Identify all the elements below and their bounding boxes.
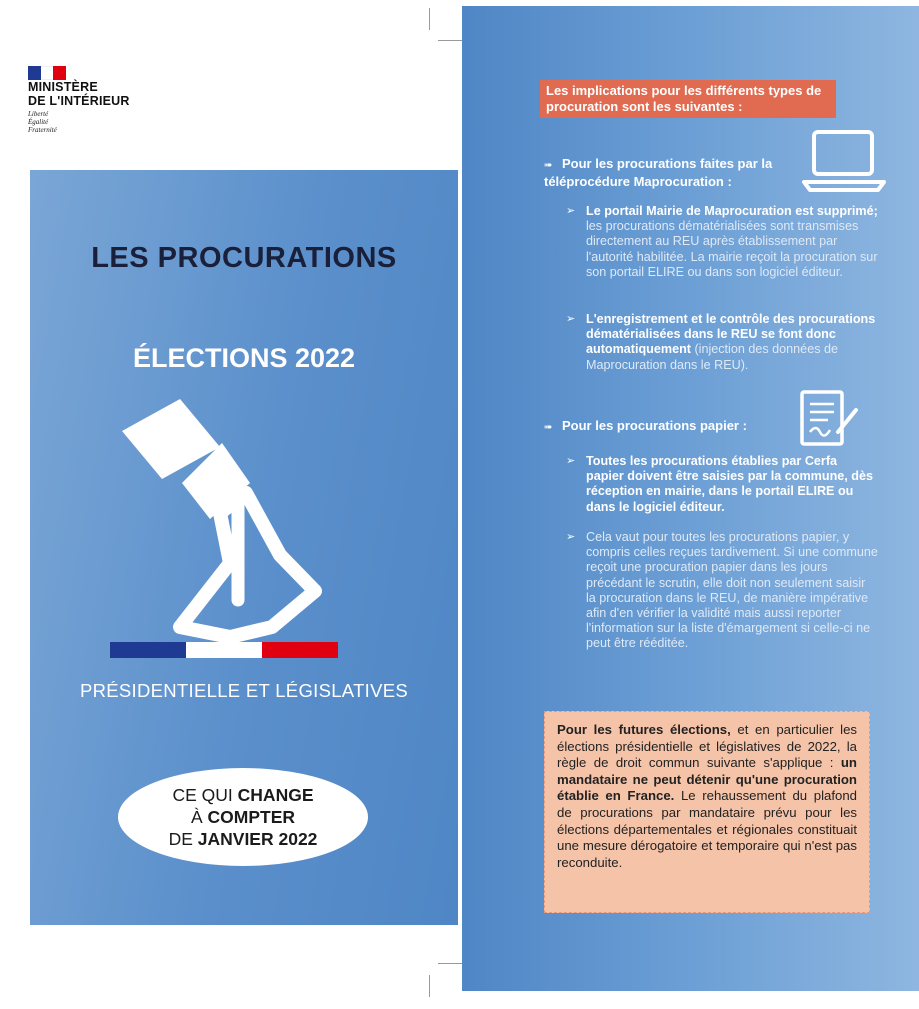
chevron-bullet-icon: ➢	[566, 531, 576, 543]
chevron-bullet-icon: ➢	[566, 205, 576, 217]
maprocuration-point-2	[566, 312, 878, 373]
point-text: (injection des données de Maprocuration dans le REU).	[586, 342, 838, 372]
arrow-bullet-icon: ➠	[544, 422, 553, 433]
point-bold: L'enregistrement et le contrôle des procurations dématérialisées dans le REU se font donc automatiquement	[586, 312, 876, 357]
badge-text: CE QUI	[172, 785, 238, 805]
badge-line1	[118, 784, 368, 806]
paper-point-1	[566, 454, 878, 515]
section-title-text: Pour les procurations papier :	[562, 418, 747, 433]
badge-line3	[118, 828, 368, 850]
motto-liberte: Liberté	[28, 110, 49, 118]
badge-line2	[118, 806, 368, 828]
details-panel	[462, 6, 919, 991]
point-bold: Le portail Mairie de Maprocuration est supprimé;	[586, 204, 878, 218]
ministry-name-line1: MINISTÈRE	[28, 80, 98, 94]
laptop-icon	[802, 126, 886, 196]
section-maprocuration-title	[544, 156, 794, 190]
signed-document-icon	[794, 386, 862, 450]
tricolor-red	[262, 642, 338, 658]
badge-bold: CHANGE	[237, 785, 314, 805]
point-bold: Toutes les procurations établies par Cerfa papier doivent être saisies par la commune, dès réception en mairie, dans le portail ELIRE ou dans le logiciel éditeur.	[586, 454, 873, 514]
point-text: les procurations dématérialisées sont transmises directement au REU après établissement par l'autorité habilitée. La mairie reçoit la procuration sur son portail ELIRE ou dans son logiciel éditeur.	[586, 219, 878, 279]
implications-heading: Les implications pour les différents types de procuration sont les suivantes :	[540, 80, 836, 118]
point-text: Cela vaut pour toutes les procurations papier, y compris celles reçues tardivement. Si une commune reçoit une procuration papier dans les jours précédant le scrutin, elle doit non seulement saisir la procuration dans le REU, de manière impérative afin d'en vérifier la validité mais aussi reporter l'information sur la liste d'émargement si celle-ci ne peut être rééditée.	[586, 530, 878, 651]
ministry-name-line2: DE L'INTÉRIEUR	[28, 94, 130, 108]
crop-mark	[429, 8, 430, 30]
tricolor-white	[186, 642, 262, 658]
note-bold: un mandataire ne peut détenir qu'une procuration établie en France.	[557, 755, 857, 804]
badge-text: DE	[168, 829, 198, 849]
chevron-bullet-icon: ➢	[566, 313, 576, 325]
crop-mark	[438, 40, 462, 41]
maprocuration-point-1	[566, 204, 878, 280]
motto-fraternite: Fraternité	[28, 126, 57, 134]
cover-title: LES PROCURATIONS	[91, 242, 397, 274]
badge-bold: JANVIER 2022	[197, 829, 318, 849]
arrow-bullet-icon: ➠	[544, 160, 553, 171]
note-text: Le rehaussement du plafond de procurations par mandataire prévu pour les élections départementales et régionales constituait une mesure dérogatoire et temporaire qui n'est pas reconduite.	[557, 788, 857, 870]
tricolor-blue	[110, 642, 186, 658]
section-paper-title	[544, 418, 794, 436]
future-elections-note	[544, 711, 870, 913]
crop-mark	[438, 963, 462, 964]
section-title-text: Pour les procurations faites par la téléprocédure Maprocuration :	[544, 156, 773, 189]
note-text: et en particulier les élections présidentielle et législatives de 2022, la règle de droit commun suivante s'applique :	[557, 722, 858, 771]
cover-subtitle: PRÉSIDENTIELLE ET LÉGISLATIVES	[79, 680, 409, 701]
motto-egalite: Égalité	[28, 118, 49, 126]
cover-panel	[30, 170, 458, 925]
what-changes-badge	[118, 768, 368, 866]
cover-year: ÉLECTIONS 2022	[132, 343, 356, 373]
badge-text: À	[190, 807, 208, 827]
marianne-flag-icon	[28, 66, 66, 80]
paper-point-2	[566, 530, 878, 652]
crop-mark	[429, 975, 430, 997]
ministry-logo	[28, 66, 168, 134]
ballot-box-hand-icon	[110, 395, 350, 665]
chevron-bullet-icon: ➢	[566, 455, 576, 467]
badge-bold: COMPTER	[207, 807, 296, 827]
note-bold: Pour les futures élections,	[557, 722, 731, 737]
